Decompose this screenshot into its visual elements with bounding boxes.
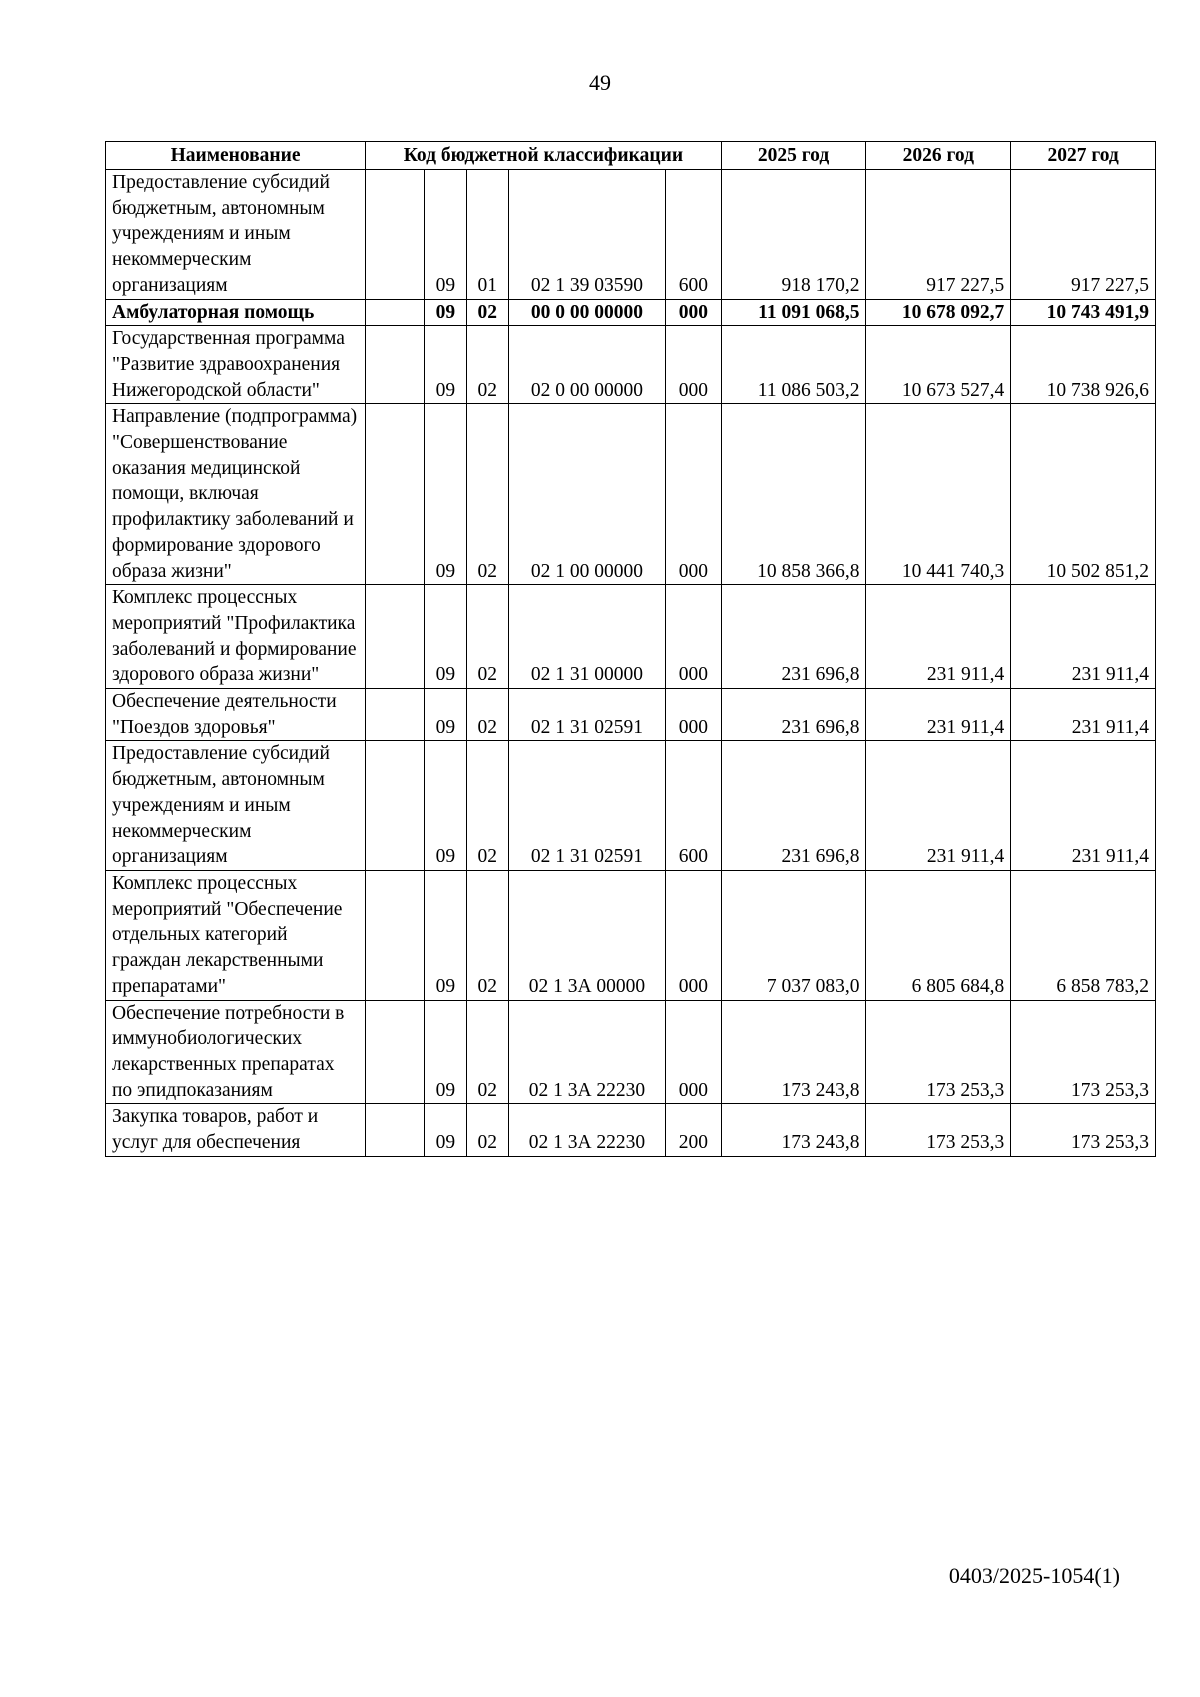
header-2026: 2026 год <box>866 142 1011 170</box>
row-amount-2025: 173 243,8 <box>721 1104 866 1156</box>
row-target-code: 02 1 3А 22230 <box>508 1000 665 1104</box>
row-amount-2025: 11 086 503,2 <box>721 326 866 404</box>
row-amount-2026: 173 253,3 <box>866 1000 1011 1104</box>
table-row <box>106 1000 1156 1104</box>
table-row <box>106 404 1156 585</box>
row-name: Обеспечение деятельности "Поездов здоровья" <box>106 689 366 741</box>
row-section-code: 09 <box>424 299 466 326</box>
table-header-row <box>106 142 1156 170</box>
header-name: Наименование <box>106 142 366 170</box>
row-section-code: 09 <box>424 170 466 300</box>
row-amount-2027: 10 502 851,2 <box>1011 404 1156 585</box>
row-amount-2026: 917 227,5 <box>866 170 1011 300</box>
row-amount-2027: 231 911,4 <box>1011 585 1156 689</box>
row-gov-code <box>366 1000 425 1104</box>
row-subsection-code: 01 <box>466 170 508 300</box>
row-amount-2026: 173 253,3 <box>866 1104 1011 1156</box>
row-expense-type: 000 <box>666 404 722 585</box>
row-section-code: 09 <box>424 1104 466 1156</box>
row-gov-code <box>366 1104 425 1156</box>
page-number: 49 <box>589 70 611 95</box>
row-gov-code <box>366 326 425 404</box>
header-code: Код бюджетной классификации <box>366 142 722 170</box>
row-expense-type: 000 <box>666 326 722 404</box>
row-subsection-code: 02 <box>466 1104 508 1156</box>
row-amount-2027: 231 911,4 <box>1011 689 1156 741</box>
row-subsection-code: 02 <box>466 326 508 404</box>
table-row <box>106 741 1156 871</box>
row-target-code: 02 0 00 00000 <box>508 326 665 404</box>
row-subsection-code: 02 <box>466 585 508 689</box>
row-amount-2027: 917 227,5 <box>1011 170 1156 300</box>
row-gov-code <box>366 404 425 585</box>
row-amount-2025: 11 091 068,5 <box>721 299 866 326</box>
row-subsection-code: 02 <box>466 741 508 871</box>
row-gov-code <box>366 299 425 326</box>
header-2025: 2025 год <box>721 142 866 170</box>
table-row <box>106 585 1156 689</box>
row-amount-2027: 231 911,4 <box>1011 741 1156 871</box>
row-target-code: 02 1 39 03590 <box>508 170 665 300</box>
table-body <box>106 170 1156 1157</box>
row-amount-2027: 6 858 783,2 <box>1011 870 1156 1000</box>
row-gov-code <box>366 870 425 1000</box>
row-section-code: 09 <box>424 741 466 871</box>
row-name: Направление (подпрограмма) "Совершенствование оказания медицинской помощи, включая профилактику заболеваний и формирование здорового образа жизни" <box>106 404 366 585</box>
row-amount-2027: 173 253,3 <box>1011 1104 1156 1156</box>
row-section-code: 09 <box>424 1000 466 1104</box>
row-expense-type: 000 <box>666 585 722 689</box>
row-amount-2026: 231 911,4 <box>866 741 1011 871</box>
row-subsection-code: 02 <box>466 1000 508 1104</box>
row-name: Комплекс процессных мероприятий "Обеспечение отдельных категорий граждан лекарственными препаратами" <box>106 870 366 1000</box>
row-amount-2027: 10 738 926,6 <box>1011 326 1156 404</box>
row-section-code: 09 <box>424 870 466 1000</box>
row-section-code: 09 <box>424 404 466 585</box>
row-amount-2026: 10 673 527,4 <box>866 326 1011 404</box>
row-target-code: 02 1 31 02591 <box>508 689 665 741</box>
row-name: Обеспечение потребности в иммунобиологических лекарственных препаратах по эпидпоказаниям <box>106 1000 366 1104</box>
row-amount-2025: 231 696,8 <box>721 585 866 689</box>
row-name: Предоставление субсидий бюджетным, автономным учреждениям и иным некоммерческим организациям <box>106 741 366 871</box>
row-expense-type: 000 <box>666 689 722 741</box>
row-target-code: 00 0 00 00000 <box>508 299 665 326</box>
row-expense-type: 000 <box>666 1000 722 1104</box>
row-section-code: 09 <box>424 326 466 404</box>
row-amount-2025: 173 243,8 <box>721 1000 866 1104</box>
row-amount-2025: 10 858 366,8 <box>721 404 866 585</box>
row-name: Государственная программа "Развитие здравоохранения Нижегородской области" <box>106 326 366 404</box>
row-amount-2026: 6 805 684,8 <box>866 870 1011 1000</box>
row-amount-2026: 10 441 740,3 <box>866 404 1011 585</box>
row-subsection-code: 02 <box>466 689 508 741</box>
row-amount-2025: 918 170,2 <box>721 170 866 300</box>
row-expense-type: 600 <box>666 170 722 300</box>
row-section-code: 09 <box>424 585 466 689</box>
header-2027: 2027 год <box>1011 142 1156 170</box>
table-row <box>106 299 1156 326</box>
table-row <box>106 326 1156 404</box>
row-amount-2026: 231 911,4 <box>866 585 1011 689</box>
row-gov-code <box>366 585 425 689</box>
row-gov-code <box>366 689 425 741</box>
row-amount-2026: 231 911,4 <box>866 689 1011 741</box>
row-subsection-code: 02 <box>466 299 508 326</box>
row-expense-type: 000 <box>666 870 722 1000</box>
row-expense-type: 200 <box>666 1104 722 1156</box>
table-row <box>106 1104 1156 1156</box>
row-expense-type: 600 <box>666 741 722 871</box>
row-gov-code <box>366 741 425 871</box>
row-name: Амбулаторная помощь <box>106 299 366 326</box>
table-row <box>106 689 1156 741</box>
row-amount-2025: 231 696,8 <box>721 689 866 741</box>
row-target-code: 02 1 31 02591 <box>508 741 665 871</box>
row-subsection-code: 02 <box>466 870 508 1000</box>
row-target-code: 02 1 3А 22230 <box>508 1104 665 1156</box>
row-amount-2025: 7 037 083,0 <box>721 870 866 1000</box>
row-amount-2026: 10 678 092,7 <box>866 299 1011 326</box>
row-amount-2027: 173 253,3 <box>1011 1000 1156 1104</box>
row-amount-2027: 10 743 491,9 <box>1011 299 1156 326</box>
row-name: Комплекс процессных мероприятий "Профилактика заболеваний и формирование здорового образа жизни" <box>106 585 366 689</box>
row-name: Закупка товаров, работ и услуг для обеспечения <box>106 1104 366 1156</box>
table-row <box>106 170 1156 300</box>
row-target-code: 02 1 31 00000 <box>508 585 665 689</box>
row-target-code: 02 1 3А 00000 <box>508 870 665 1000</box>
row-name: Предоставление субсидий бюджетным, автономным учреждениям и иным некоммерческим организациям <box>106 170 366 300</box>
document-code: 0403/2025-1054(1) <box>948 1563 1120 1588</box>
row-target-code: 02 1 00 00000 <box>508 404 665 585</box>
row-expense-type: 000 <box>666 299 722 326</box>
row-gov-code <box>366 170 425 300</box>
table-row <box>106 870 1156 1000</box>
row-subsection-code: 02 <box>466 404 508 585</box>
budget-table <box>105 141 1156 1157</box>
row-section-code: 09 <box>424 689 466 741</box>
row-amount-2025: 231 696,8 <box>721 741 866 871</box>
